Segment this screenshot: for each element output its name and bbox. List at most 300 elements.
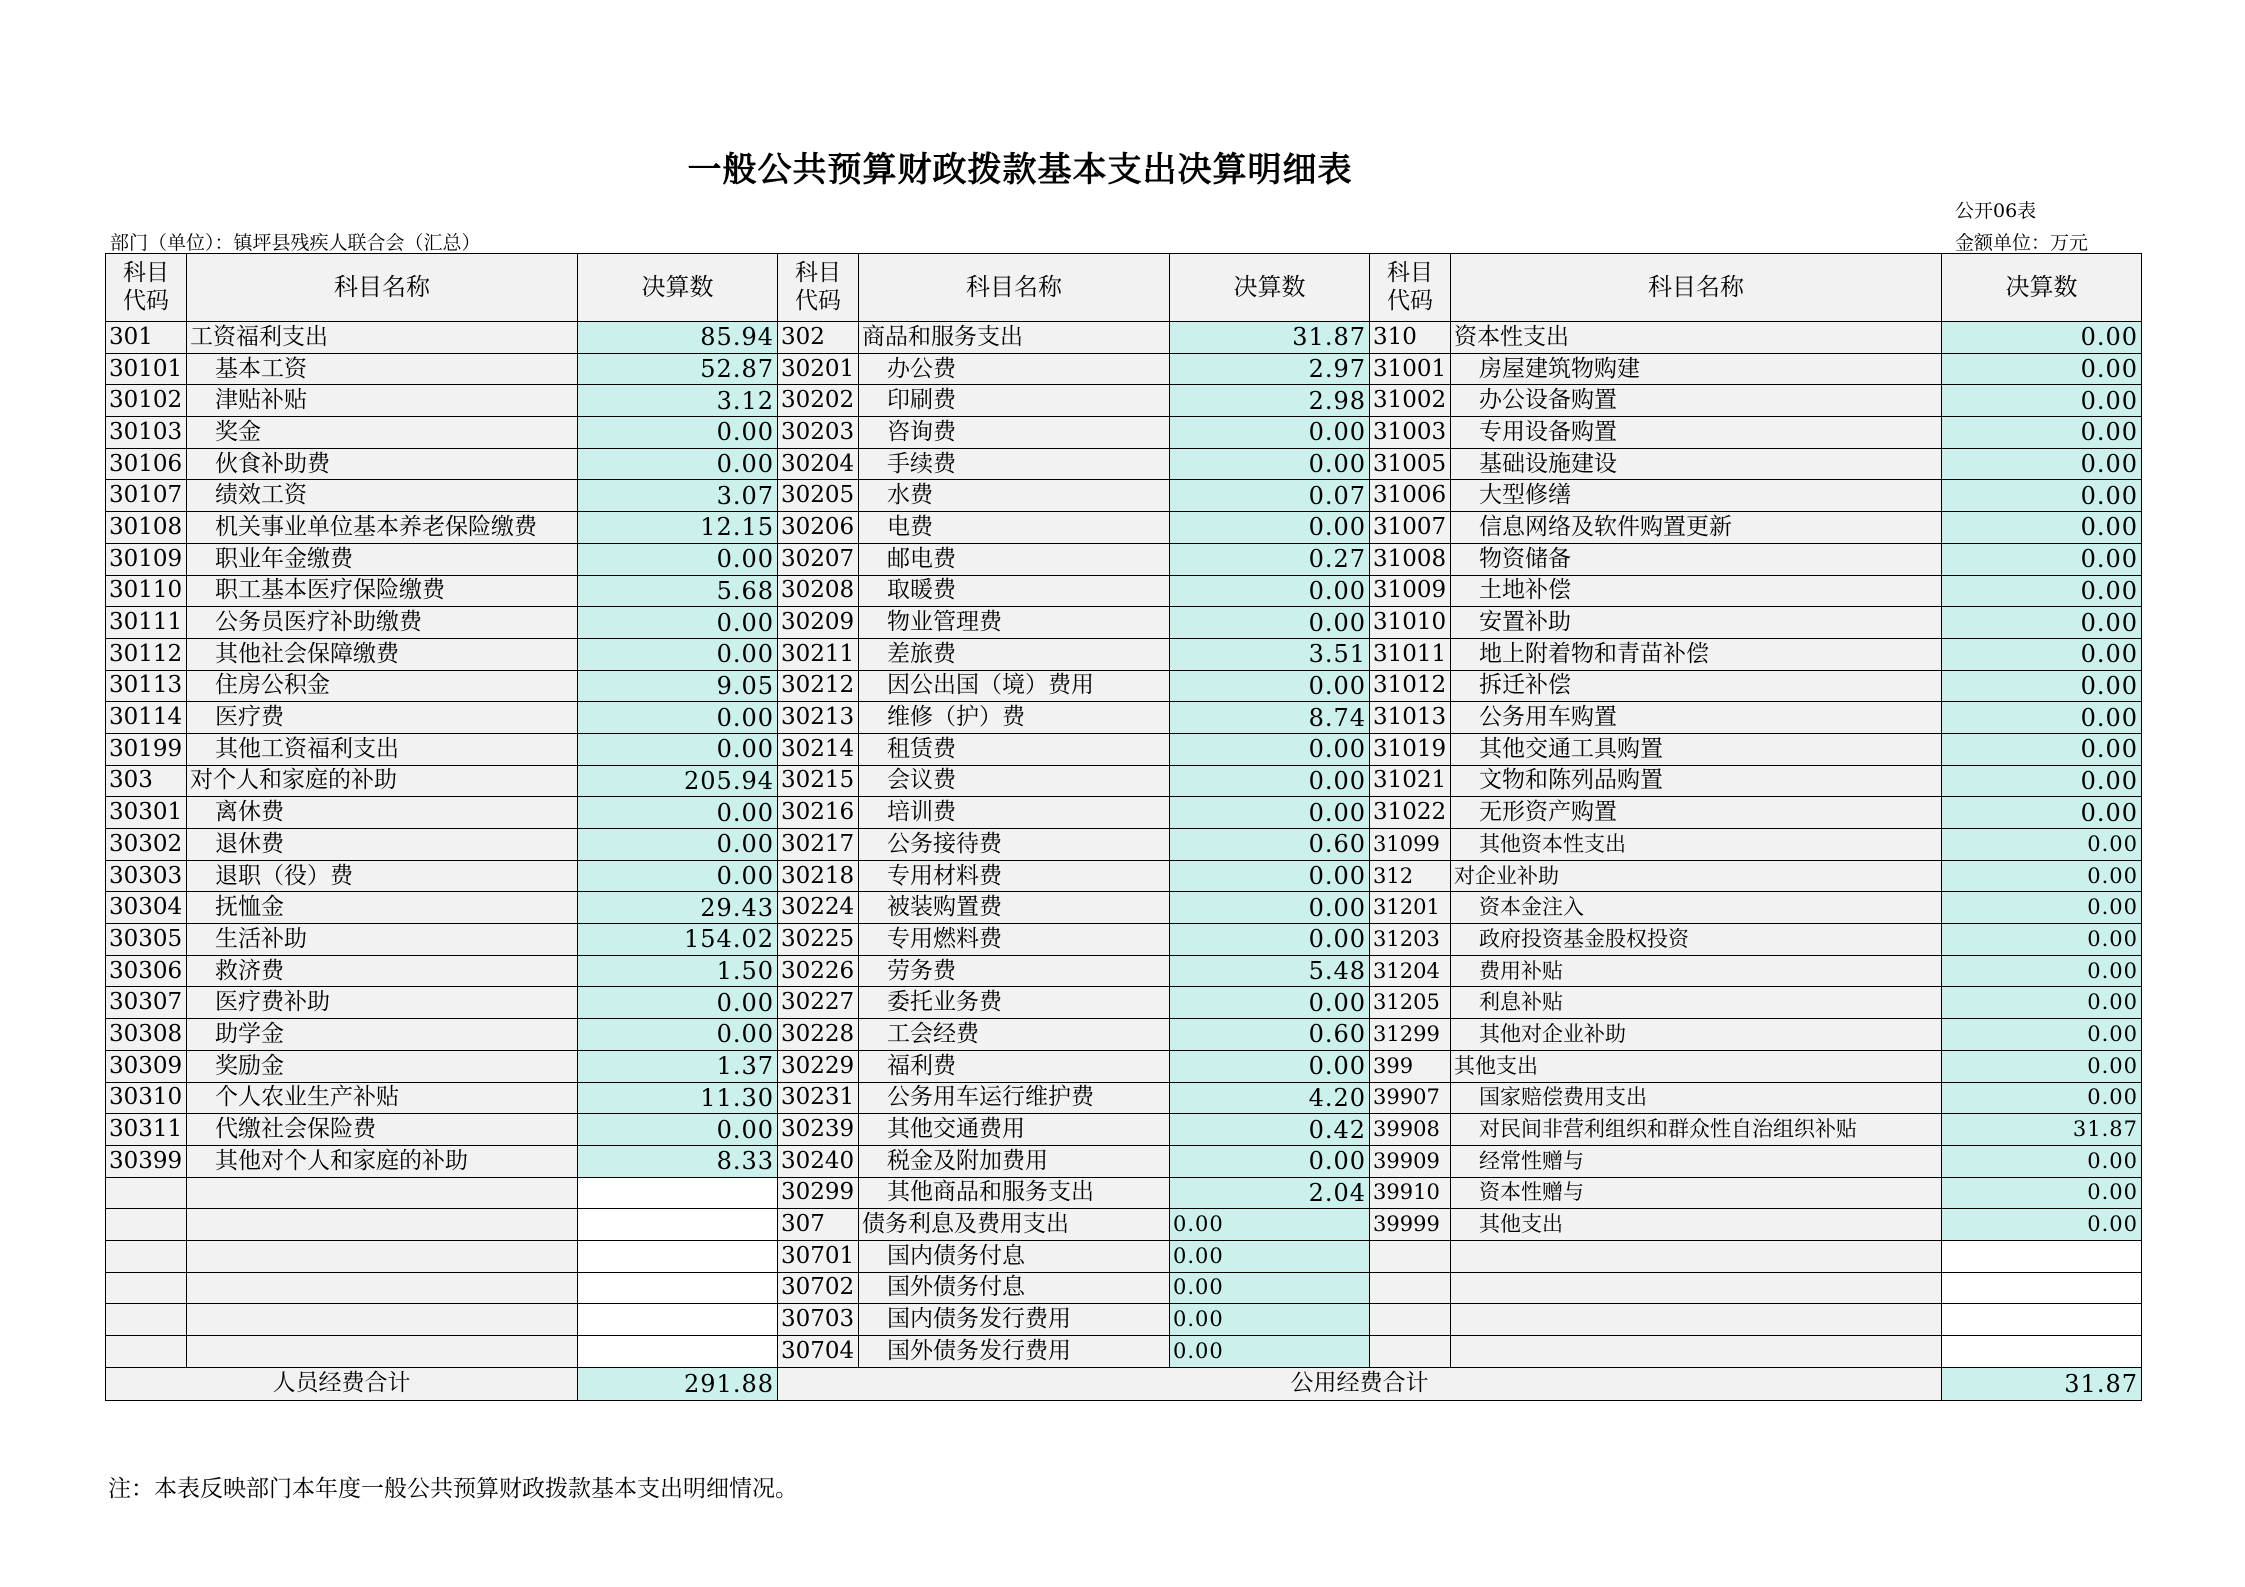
subject-code-cell: 30109 — [106, 543, 187, 575]
amount-cell: 0.00 — [1942, 607, 2142, 639]
subject-code-cell: 31001 — [1370, 353, 1451, 385]
amount-cell: 0.60 — [1170, 1019, 1370, 1051]
subject-code-cell — [106, 1272, 187, 1304]
subject-code-cell: 30107 — [106, 480, 187, 512]
table-row — [106, 1050, 2142, 1082]
subject-code-cell: 310 — [1370, 322, 1451, 354]
amount-cell: 9.05 — [578, 670, 778, 702]
subject-name-cell: 对企业补助 — [1451, 860, 1942, 892]
subject-name-cell: 其他商品和服务支出 — [859, 1177, 1170, 1209]
subject-code-cell: 30212 — [778, 670, 859, 702]
subject-name-cell: 委托业务费 — [859, 987, 1170, 1019]
header-name: 科目名称 — [187, 254, 578, 322]
table-header — [106, 254, 2142, 322]
subject-name-cell: 津贴补贴 — [187, 385, 578, 417]
amount-cell: 0.00 — [1942, 575, 2142, 607]
subject-name-cell: 费用补贴 — [1451, 955, 1942, 987]
amount-cell: 0.00 — [578, 1019, 778, 1051]
subject-code-cell: 30239 — [778, 1114, 859, 1146]
subject-code-cell — [106, 1304, 187, 1336]
subject-name-cell: 退职（役）费 — [187, 860, 578, 892]
table-row — [106, 638, 2142, 670]
subject-name-cell — [187, 1336, 578, 1368]
subject-name-cell: 商品和服务支出 — [859, 322, 1170, 354]
subject-name-cell: 办公费 — [859, 353, 1170, 385]
subject-name-cell: 公务用车运行维护费 — [859, 1082, 1170, 1114]
amount-cell: 0.00 — [1170, 1272, 1370, 1304]
subject-code-cell: 301 — [106, 322, 187, 354]
amount-cell: 3.12 — [578, 385, 778, 417]
amount-cell: 0.00 — [578, 607, 778, 639]
amount-cell: 3.07 — [578, 480, 778, 512]
subject-code-cell: 31007 — [1370, 512, 1451, 544]
subject-name-cell: 伙食补助费 — [187, 448, 578, 480]
subject-code-cell: 31005 — [1370, 448, 1451, 480]
subject-code-cell: 30199 — [106, 733, 187, 765]
amount-cell — [578, 1336, 778, 1368]
subject-code-cell: 39999 — [1370, 1209, 1451, 1241]
subject-name-cell — [1451, 1336, 1942, 1368]
amount-cell: 0.00 — [578, 797, 778, 829]
subject-code-cell: 31204 — [1370, 955, 1451, 987]
subject-name-cell: 医疗费补助 — [187, 987, 578, 1019]
amount-cell: 0.00 — [1942, 955, 2142, 987]
amount-cell — [578, 1304, 778, 1336]
subject-name-cell: 个人农业生产补贴 — [187, 1082, 578, 1114]
amount-cell: 0.00 — [1942, 448, 2142, 480]
amount-cell: 31.87 — [1942, 1114, 2142, 1146]
subject-name-cell: 电费 — [859, 512, 1170, 544]
header-name: 科目名称 — [859, 254, 1170, 322]
amount-cell: 0.00 — [1170, 448, 1370, 480]
subject-code-cell: 31019 — [1370, 733, 1451, 765]
amount-cell: 29.43 — [578, 892, 778, 924]
subject-code-cell: 312 — [1370, 860, 1451, 892]
subject-code-cell: 30229 — [778, 1050, 859, 1082]
table-body — [106, 322, 2142, 1368]
amount-cell — [1942, 1304, 2142, 1336]
header-code — [106, 254, 187, 322]
subject-name-cell: 职业年金缴费 — [187, 543, 578, 575]
amount-cell: 0.00 — [578, 1114, 778, 1146]
table-row — [106, 670, 2142, 702]
subject-name-cell: 生活补助 — [187, 924, 578, 956]
amount-cell: 3.51 — [1170, 638, 1370, 670]
subject-name-cell — [1451, 1240, 1942, 1272]
amount-cell: 0.00 — [578, 829, 778, 861]
table-row — [106, 1272, 2142, 1304]
amount-cell: 0.00 — [1942, 512, 2142, 544]
subject-name-cell: 机关事业单位基本养老保险缴费 — [187, 512, 578, 544]
subject-name-cell: 经常性赠与 — [1451, 1145, 1942, 1177]
amount-cell: 0.00 — [578, 638, 778, 670]
amount-cell: 154.02 — [578, 924, 778, 956]
table-row — [106, 385, 2142, 417]
subject-name-cell: 债务利息及费用支出 — [859, 1209, 1170, 1241]
subject-name-cell: 其他资本性支出 — [1451, 829, 1942, 861]
subject-code-cell: 30302 — [106, 829, 187, 861]
table-row — [106, 1019, 2142, 1051]
subject-name-cell: 助学金 — [187, 1019, 578, 1051]
subject-code-cell: 30106 — [106, 448, 187, 480]
subject-code-cell: 31003 — [1370, 417, 1451, 449]
subject-code-cell: 30213 — [778, 702, 859, 734]
subject-name-cell: 物业管理费 — [859, 607, 1170, 639]
amount-cell: 0.00 — [578, 733, 778, 765]
subject-name-cell: 对个人和家庭的补助 — [187, 765, 578, 797]
subject-name-cell: 劳务费 — [859, 955, 1170, 987]
amount-cell: 0.00 — [1942, 797, 2142, 829]
amount-cell: 0.00 — [1942, 765, 2142, 797]
amount-cell: 0.00 — [578, 702, 778, 734]
subject-name-cell: 政府投资基金股权投资 — [1451, 924, 1942, 956]
table-row — [106, 955, 2142, 987]
amount-cell: 85.94 — [578, 322, 778, 354]
subject-name-cell: 对民间非营利组织和群众性自治组织补贴 — [1451, 1114, 1942, 1146]
subject-code-cell: 30202 — [778, 385, 859, 417]
subject-code-cell: 303 — [106, 765, 187, 797]
subject-name-cell: 其他社会保障缴费 — [187, 638, 578, 670]
amount-cell: 0.00 — [1170, 924, 1370, 956]
subject-code-cell — [106, 1209, 187, 1241]
amount-cell: 0.00 — [578, 448, 778, 480]
subject-name-cell: 住房公积金 — [187, 670, 578, 702]
amount-cell: 1.37 — [578, 1050, 778, 1082]
amount-cell: 0.00 — [1170, 765, 1370, 797]
amount-cell — [578, 1177, 778, 1209]
subject-name-cell: 利息补贴 — [1451, 987, 1942, 1019]
table-row — [106, 512, 2142, 544]
subject-code-cell: 30214 — [778, 733, 859, 765]
amount-cell: 0.00 — [1942, 733, 2142, 765]
subject-code-cell: 30701 — [778, 1240, 859, 1272]
subject-code-cell — [1370, 1240, 1451, 1272]
subject-name-cell: 其他对个人和家庭的补助 — [187, 1145, 578, 1177]
subject-name-cell: 抚恤金 — [187, 892, 578, 924]
amount-cell: 0.00 — [1170, 1304, 1370, 1336]
amount-cell: 0.00 — [1942, 1050, 2142, 1082]
totals-row — [106, 1367, 2142, 1400]
amount-cell: 52.87 — [578, 353, 778, 385]
subject-name-cell: 奖励金 — [187, 1050, 578, 1082]
subject-name-cell: 专用设备购置 — [1451, 417, 1942, 449]
amount-cell: 2.04 — [1170, 1177, 1370, 1209]
amount-cell: 0.00 — [1170, 1050, 1370, 1082]
subject-code-cell: 30201 — [778, 353, 859, 385]
subject-code-cell: 31201 — [1370, 892, 1451, 924]
subject-code-cell: 30228 — [778, 1019, 859, 1051]
table-row — [106, 1240, 2142, 1272]
header-name: 科目名称 — [1451, 254, 1942, 322]
subject-code-cell: 30703 — [778, 1304, 859, 1336]
subject-code-cell — [106, 1177, 187, 1209]
subject-code-cell: 30203 — [778, 417, 859, 449]
header-code-text: 科目 代码 — [123, 259, 169, 314]
subject-code-cell: 30113 — [106, 670, 187, 702]
amount-cell: 0.00 — [1170, 733, 1370, 765]
amount-cell: 0.00 — [1942, 892, 2142, 924]
subject-code-cell — [1370, 1304, 1451, 1336]
table-row — [106, 733, 2142, 765]
table-row — [106, 1145, 2142, 1177]
amount-cell: 0.00 — [1942, 417, 2142, 449]
subject-name-cell: 国外债务付息 — [859, 1272, 1170, 1304]
subject-name-cell: 国内债务付息 — [859, 1240, 1170, 1272]
subject-name-cell — [1451, 1272, 1942, 1304]
subject-code-cell: 30305 — [106, 924, 187, 956]
amount-cell: 0.00 — [1942, 1209, 2142, 1241]
subject-code-cell: 31009 — [1370, 575, 1451, 607]
subject-name-cell: 地上附着物和青苗补偿 — [1451, 638, 1942, 670]
subject-name-cell: 其他支出 — [1451, 1050, 1942, 1082]
table-note: 注：本表反映部门本年度一般公共预算财政拨款基本支出明细情况。 — [108, 1476, 798, 1502]
amount-cell: 0.00 — [1170, 1145, 1370, 1177]
subject-code-cell — [106, 1240, 187, 1272]
table-row — [106, 575, 2142, 607]
amount-cell: 0.60 — [1170, 829, 1370, 861]
amount-cell: 8.33 — [578, 1145, 778, 1177]
subject-code-cell — [1370, 1272, 1451, 1304]
amount-cell — [578, 1240, 778, 1272]
subject-name-cell: 手续费 — [859, 448, 1170, 480]
amount-cell: 0.00 — [1170, 670, 1370, 702]
subject-name-cell: 差旅费 — [859, 638, 1170, 670]
subject-name-cell: 公务接待费 — [859, 829, 1170, 861]
header-amount: 决算数 — [578, 254, 778, 322]
amount-cell: 0.27 — [1170, 543, 1370, 575]
subject-name-cell: 拆迁补偿 — [1451, 670, 1942, 702]
subject-name-cell: 大型修缮 — [1451, 480, 1942, 512]
header-code — [778, 254, 859, 322]
subject-name-cell: 公务员医疗补助缴费 — [187, 607, 578, 639]
table-row — [106, 1177, 2142, 1209]
subject-name-cell: 其他工资福利支出 — [187, 733, 578, 765]
subject-code-cell: 30399 — [106, 1145, 187, 1177]
subject-name-cell: 国内债务发行费用 — [859, 1304, 1170, 1336]
amount-cell: 0.00 — [1942, 543, 2142, 575]
amount-cell — [1942, 1272, 2142, 1304]
amount-cell: 0.00 — [1942, 860, 2142, 892]
subject-code-cell: 30112 — [106, 638, 187, 670]
amount-cell: 0.00 — [1942, 1177, 2142, 1209]
table-row — [106, 322, 2142, 354]
subject-code-cell: 30216 — [778, 797, 859, 829]
table-row — [106, 924, 2142, 956]
subject-name-cell: 其他交通费用 — [859, 1114, 1170, 1146]
amount-cell — [578, 1272, 778, 1304]
table-row — [106, 702, 2142, 734]
subject-code-cell: 30111 — [106, 607, 187, 639]
subject-code-cell: 30226 — [778, 955, 859, 987]
subject-code-cell: 30209 — [778, 607, 859, 639]
subject-name-cell: 信息网络及软件购置更新 — [1451, 512, 1942, 544]
subject-name-cell: 印刷费 — [859, 385, 1170, 417]
subject-name-cell: 资本金注入 — [1451, 892, 1942, 924]
amount-cell: 0.00 — [1170, 1336, 1370, 1368]
subject-code-cell: 307 — [778, 1209, 859, 1241]
subject-code-cell: 39910 — [1370, 1177, 1451, 1209]
subject-name-cell: 邮电费 — [859, 543, 1170, 575]
subject-name-cell: 专用燃料费 — [859, 924, 1170, 956]
amount-cell: 0.00 — [1942, 385, 2142, 417]
subject-code-cell: 30311 — [106, 1114, 187, 1146]
subject-name-cell: 土地补偿 — [1451, 575, 1942, 607]
subject-name-cell: 医疗费 — [187, 702, 578, 734]
subject-name-cell: 资本性赠与 — [1451, 1177, 1942, 1209]
amount-cell: 0.00 — [1942, 1145, 2142, 1177]
subject-code-cell: 39907 — [1370, 1082, 1451, 1114]
subject-code-cell: 30114 — [106, 702, 187, 734]
table-row — [106, 1304, 2142, 1336]
subject-name-cell: 无形资产购置 — [1451, 797, 1942, 829]
subject-name-cell: 其他交通工具购置 — [1451, 733, 1942, 765]
subject-name-cell: 安置补助 — [1451, 607, 1942, 639]
amount-cell: 0.00 — [1942, 1019, 2142, 1051]
amount-cell: 0.00 — [1170, 987, 1370, 1019]
subject-code-cell: 30307 — [106, 987, 187, 1019]
amount-cell: 0.00 — [578, 417, 778, 449]
amount-cell: 0.00 — [1942, 829, 2142, 861]
subject-name-cell: 国外债务发行费用 — [859, 1336, 1170, 1368]
department-label: 部门（单位）：镇坪县残疾人联合会（汇总） — [110, 232, 481, 254]
amount-cell: 0.00 — [1170, 1240, 1370, 1272]
subject-code-cell: 31012 — [1370, 670, 1451, 702]
subject-name-cell: 税金及附加费用 — [859, 1145, 1170, 1177]
amount-cell — [1942, 1240, 2142, 1272]
subject-code-cell: 39908 — [1370, 1114, 1451, 1146]
page-title: 一般公共预算财政拨款基本支出决算明细表 — [687, 150, 1353, 190]
amount-cell: 5.48 — [1170, 955, 1370, 987]
subject-code-cell: 31006 — [1370, 480, 1451, 512]
subject-code-cell: 39909 — [1370, 1145, 1451, 1177]
amount-cell: 0.00 — [1170, 575, 1370, 607]
subject-name-cell: 退休费 — [187, 829, 578, 861]
amount-cell: 2.98 — [1170, 385, 1370, 417]
amount-cell: 0.07 — [1170, 480, 1370, 512]
subject-name-cell — [187, 1240, 578, 1272]
subject-code-cell: 30227 — [778, 987, 859, 1019]
table-row — [106, 765, 2142, 797]
subject-name-cell: 其他支出 — [1451, 1209, 1942, 1241]
subject-code-cell: 30206 — [778, 512, 859, 544]
subject-code-cell: 31205 — [1370, 987, 1451, 1019]
table-row — [106, 353, 2142, 385]
public-total-label: 公用经费合计 — [778, 1367, 1942, 1400]
subject-name-cell: 被装购置费 — [859, 892, 1170, 924]
subject-code-cell: 30211 — [778, 638, 859, 670]
table-row — [106, 1082, 2142, 1114]
amount-cell: 0.00 — [1942, 670, 2142, 702]
amount-cell: 0.00 — [1942, 322, 2142, 354]
subject-name-cell: 水费 — [859, 480, 1170, 512]
amount-cell: 0.00 — [578, 987, 778, 1019]
subject-code-cell: 30309 — [106, 1050, 187, 1082]
subject-code-cell: 30308 — [106, 1019, 187, 1051]
amount-cell: 205.94 — [578, 765, 778, 797]
subject-name-cell: 取暖费 — [859, 575, 1170, 607]
table-row — [106, 480, 2142, 512]
subject-code-cell: 30205 — [778, 480, 859, 512]
personnel-total-amount: 291.88 — [578, 1367, 778, 1400]
subject-code-cell: 399 — [1370, 1050, 1451, 1082]
subject-name-cell: 咨询费 — [859, 417, 1170, 449]
amount-cell: 0.00 — [1942, 987, 2142, 1019]
header-code-text: 科目 代码 — [1387, 259, 1433, 314]
table-row — [106, 417, 2142, 449]
table-row — [106, 892, 2142, 924]
subject-name-cell — [187, 1177, 578, 1209]
subject-name-cell: 维修（护）费 — [859, 702, 1170, 734]
subject-code-cell: 30299 — [778, 1177, 859, 1209]
amount-cell: 1.50 — [578, 955, 778, 987]
subject-name-cell: 租赁费 — [859, 733, 1170, 765]
amount-cell: 0.00 — [1170, 1209, 1370, 1241]
amount-cell: 0.00 — [1942, 353, 2142, 385]
subject-code-cell: 30304 — [106, 892, 187, 924]
table-row — [106, 797, 2142, 829]
subject-code-cell: 31099 — [1370, 829, 1451, 861]
amount-cell: 5.68 — [578, 575, 778, 607]
table-row — [106, 448, 2142, 480]
subject-code-cell: 30108 — [106, 512, 187, 544]
subject-code-cell: 31203 — [1370, 924, 1451, 956]
amount-cell: 0.00 — [1942, 1082, 2142, 1114]
subject-name-cell: 职工基本医疗保险缴费 — [187, 575, 578, 607]
subject-code-cell: 30217 — [778, 829, 859, 861]
subject-name-cell — [187, 1209, 578, 1241]
amount-cell: 0.00 — [578, 860, 778, 892]
subject-name-cell: 代缴社会保险费 — [187, 1114, 578, 1146]
amount-cell: 0.00 — [1170, 892, 1370, 924]
subject-name-cell: 因公出国（境）费用 — [859, 670, 1170, 702]
expenditure-table — [105, 253, 2142, 1401]
subject-code-cell: 30103 — [106, 417, 187, 449]
amount-cell: 0.42 — [1170, 1114, 1370, 1146]
subject-code-cell: 30224 — [778, 892, 859, 924]
public-total-amount: 31.87 — [1942, 1367, 2142, 1400]
subject-code-cell: 30218 — [778, 860, 859, 892]
subject-code-cell: 30310 — [106, 1082, 187, 1114]
subject-name-cell: 房屋建筑物购建 — [1451, 353, 1942, 385]
subject-name-cell — [1451, 1304, 1942, 1336]
subject-name-cell: 会议费 — [859, 765, 1170, 797]
personnel-total-label: 人员经费合计 — [106, 1367, 578, 1400]
subject-code-cell: 31299 — [1370, 1019, 1451, 1051]
amount-cell: 31.87 — [1170, 322, 1370, 354]
subject-code-cell: 30225 — [778, 924, 859, 956]
header-amount: 决算数 — [1170, 254, 1370, 322]
subject-code-cell: 30208 — [778, 575, 859, 607]
subject-name-cell: 工资福利支出 — [187, 322, 578, 354]
subject-name-cell: 公务用车购置 — [1451, 702, 1942, 734]
subject-code-cell: 30102 — [106, 385, 187, 417]
subject-name-cell: 基础设施建设 — [1451, 448, 1942, 480]
amount-cell: 0.00 — [1942, 702, 2142, 734]
subject-name-cell: 文物和陈列品购置 — [1451, 765, 1942, 797]
subject-code-cell: 31008 — [1370, 543, 1451, 575]
amount-cell: 4.20 — [1170, 1082, 1370, 1114]
amount-cell: 0.00 — [1170, 797, 1370, 829]
subject-name-cell: 绩效工资 — [187, 480, 578, 512]
header-amount: 决算数 — [1942, 254, 2142, 322]
subject-name-cell — [187, 1304, 578, 1336]
amount-cell: 0.00 — [1170, 417, 1370, 449]
table-code: 公开06表 — [1955, 200, 2037, 222]
amount-cell: 0.00 — [578, 543, 778, 575]
subject-code-cell: 30110 — [106, 575, 187, 607]
subject-code-cell: 30215 — [778, 765, 859, 797]
unit-label: 金额单位：万元 — [1955, 232, 2089, 254]
